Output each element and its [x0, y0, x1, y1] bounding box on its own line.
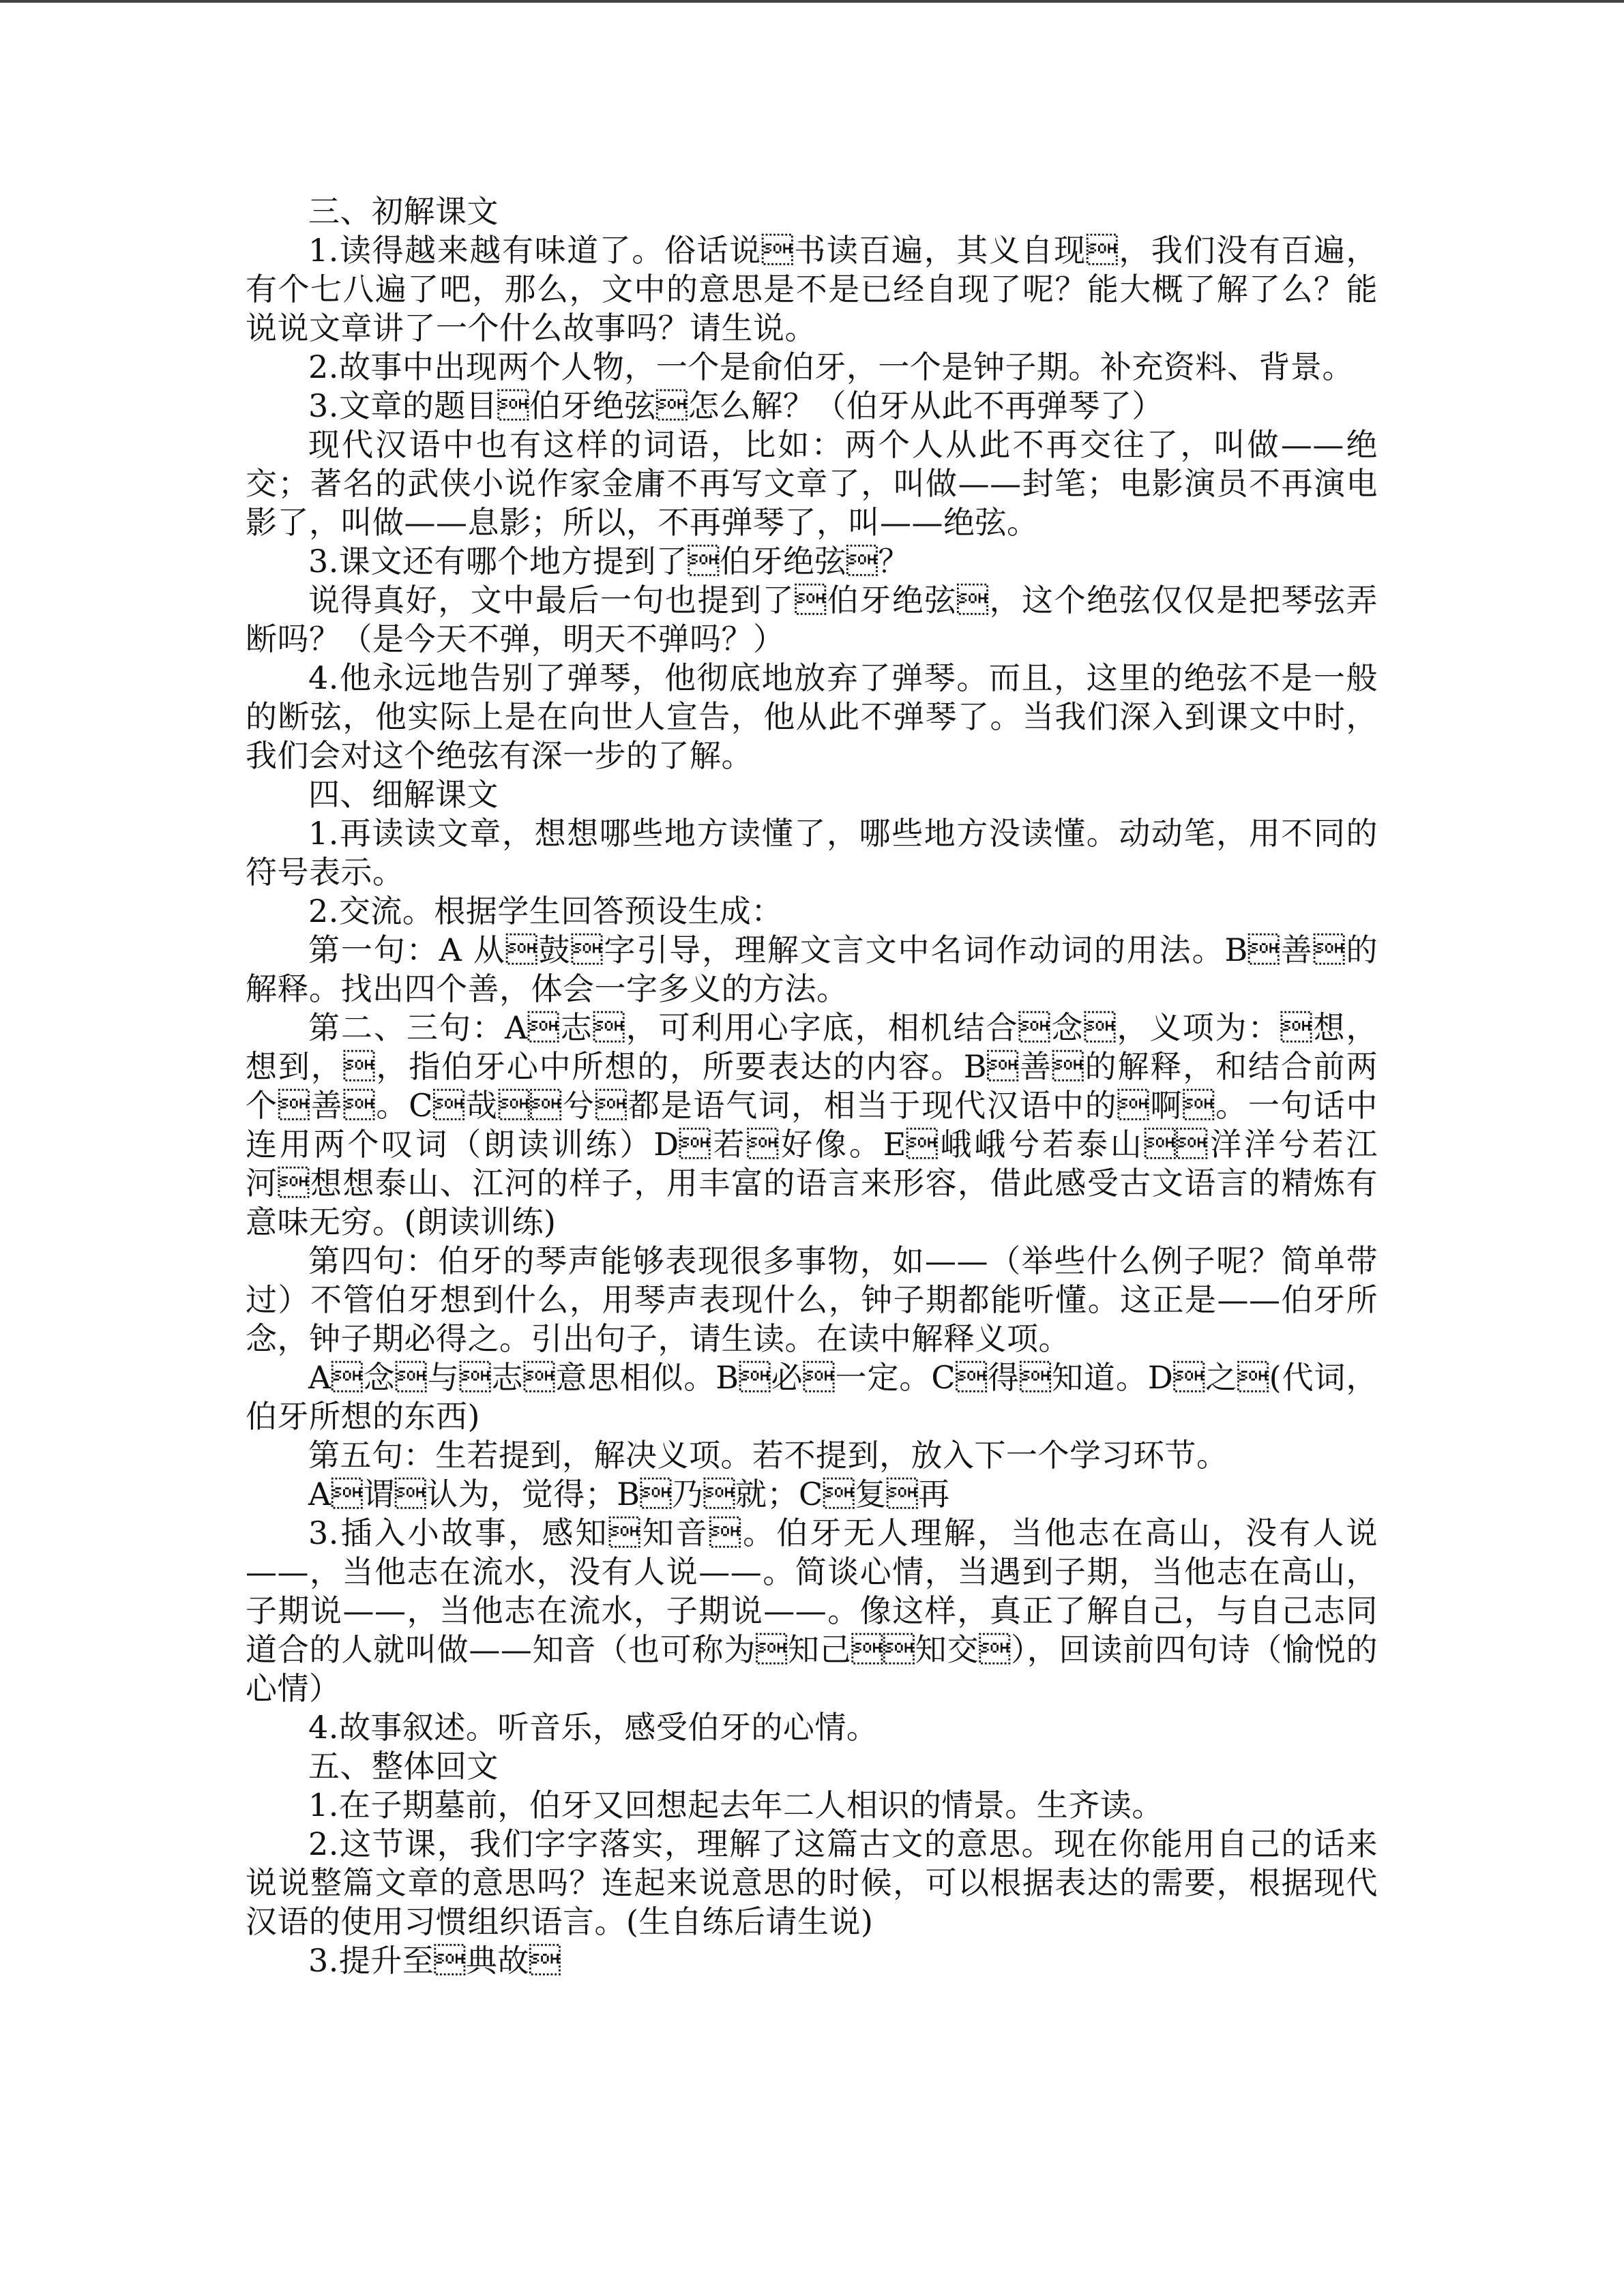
paragraph: 4.他永远地告别了弹琴，他彻底地放弃了弹琴。而且，这里的绝弦不是一般的断弦，他实际上是在向世人宣告，他从此不弹琴了。当我们深入到课文中时，我们会对这个绝弦有深一步的了解。 — [246, 659, 1378, 774]
paragraph: 3.提升至典故 — [308, 1942, 561, 1979]
paragraph: 现代汉语中也有这样的词语，比如：两个人从此不再交往了，叫做——绝交；著名的武侠小说作家金庸不再写文章了，叫做——封笔；电影演员不再演电影了，叫做——息影；所以，不再弹琴了，叫——绝弦。 — [246, 426, 1378, 541]
paragraph: 2.交流。根据学生回答预设生成： — [308, 893, 783, 929]
paragraph: A念与志意思相似。B必一定。C得知道。D之(代词，伯牙所想的东西) — [246, 1359, 1378, 1435]
paragraph: 第五句：生若提到，解决义项。若不提到，放入下一个学习环节。 — [308, 1437, 1228, 1474]
section-heading-4: 四、细解课文 — [308, 776, 499, 813]
paragraph: 1.读得越来越有味道了。俗话说书读百遍，其义自现，我们没有百遍，有个七八遍了吧，那么，文中的意思是不是已经自现了呢？能大概了解了么？能说说文章讲了一个什么故事吗？请生说。 — [246, 232, 1378, 346]
paragraph: A谓认为，觉得；B乃就；C复再 — [308, 1476, 950, 1512]
paragraph: 2.这节课，我们字字落实，理解了这篇古文的意思。现在你能用自己的话来说说整篇文章的意思吗？连起来说意思的时候，可以根据表达的需要，根据现代汉语的使用习惯组织语言。(生自练后请生说) — [246, 1825, 1378, 1940]
paragraph: 第一句：A 从鼓字引导，理解文言文中名词作动词的用法。B善的解释。找出四个善，体会一字多义的方法。 — [246, 931, 1378, 1007]
paragraph: 3.课文还有哪个地方提到了伯牙绝弦？ — [308, 543, 910, 580]
paragraph: 1.在子期墓前，伯牙又回想起去年二人相识的情景。生齐读。 — [308, 1787, 1164, 1823]
paragraph: 第二、三句：A志，可利用心字底，相机结合念，义项为：想，想到，，指伯牙心中所想的，所要表达的内容。B善的解释，和结合前两个善。C哉兮都是语气词，相当于现代汉语中的啊。一句话中连用两个叹词（朗读训练）D若好像。E峨峨兮若泰山洋洋兮若江河想想泰山、江河的样子，用丰富的语言来形容，借此感受古文语言的精炼有意味无穷。(朗读训练) — [246, 1009, 1378, 1240]
paragraph: 2.故事中出现两个人物，一个是俞伯牙，一个是钟子期。补充资料、背景。 — [308, 348, 1354, 385]
paragraph: 3.文章的题目伯牙绝弦怎么解？（伯牙从此不再弹琴了） — [308, 387, 1164, 424]
paragraph: 3.插入小故事，感知知音。伯牙无人理解，当他志在高山，没有人说——，当他志在流水，没有人说——。简谈心情，当遇到子期，当他志在高山，子期说——，当他志在流水，子期说——。像这样，真正了解自己，与自己志同道合的人就叫做——知音（也可称为知己知交），回读前四句诗（愉悦的心情） — [246, 1515, 1378, 1707]
document-body — [246, 192, 1378, 1980]
paragraph: 第四句：伯牙的琴声能够表现很多事物，如——（举些什么例子呢？简单带过）不管伯牙想到什么，用琴声表现什么，钟子期都能听懂。这正是——伯牙所念，钟子期必得之。引出句子，请生读。在读中解释义项。 — [246, 1242, 1378, 1357]
paragraph: 4.故事叙述。听音乐，感受伯牙的心情。 — [308, 1709, 879, 1746]
paragraph: 1.再读读文章，想想哪些地方读懂了，哪些地方没读懂。动动笔，用不同的符号表示。 — [246, 815, 1378, 891]
section-heading-3: 三、初解课文 — [308, 193, 499, 230]
section-heading-5: 五、整体回文 — [308, 1748, 499, 1785]
paragraph: 说得真好，文中最后一句也提到了伯牙绝弦，这个绝弦仅仅是把琴弦弄断吗？（是今天不弹，明天不弹吗？） — [246, 582, 1378, 657]
top-border — [0, 0, 1624, 3]
